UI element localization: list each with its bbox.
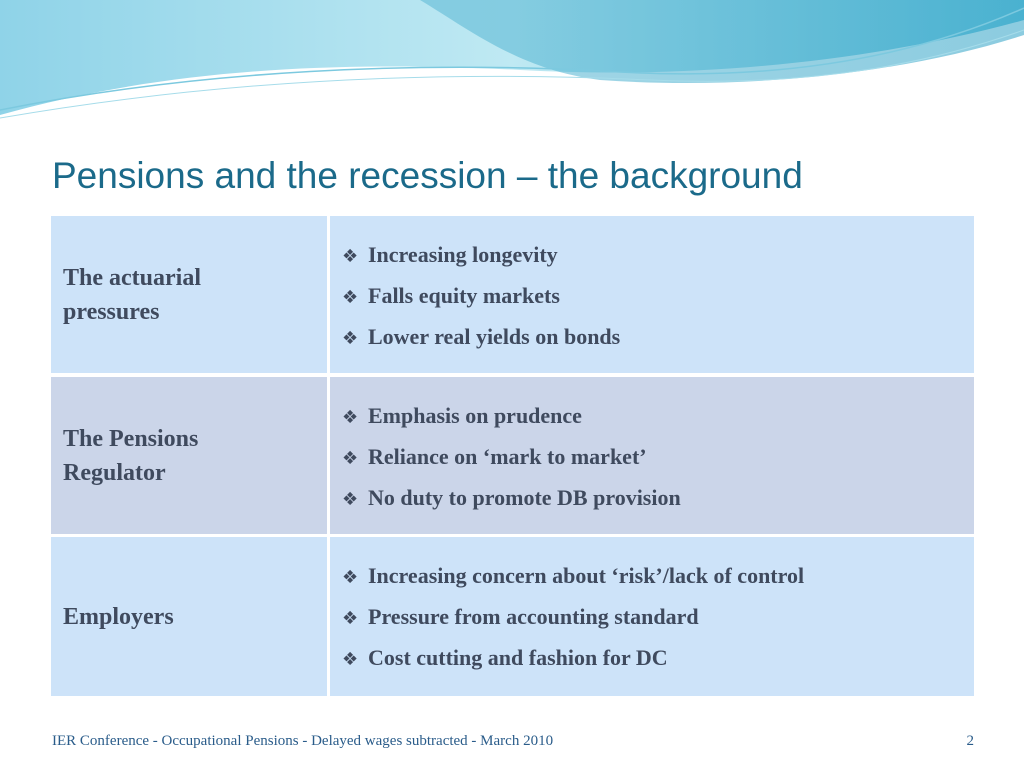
- row-items-cell: [330, 377, 974, 534]
- header-wave-decoration: [0, 0, 1024, 130]
- list-item-text: Cost cutting and fashion for DC: [368, 645, 668, 670]
- list-item-text: No duty to promote DB provision: [368, 485, 681, 510]
- list-item: [342, 283, 974, 311]
- diamond-bullet-icon: ❖: [342, 649, 359, 670]
- diamond-bullet-icon: ❖: [342, 328, 359, 349]
- diamond-bullet-icon: ❖: [342, 287, 359, 308]
- footer-text: IER Conference - Occupational Pensions - Delayed wages subtracted - March 2010: [52, 733, 554, 749]
- table-row: [51, 377, 974, 534]
- content-table: [51, 216, 974, 696]
- list-item-text: Lower real yields on bonds: [368, 324, 621, 349]
- table-row: [51, 537, 974, 696]
- list-item: [342, 242, 974, 270]
- row-label: The actuarial pressures: [63, 264, 201, 325]
- page-number: 2: [966, 733, 974, 749]
- row-label-cell: [51, 377, 327, 534]
- bullet-list: [342, 242, 974, 352]
- row-label-cell: [51, 537, 327, 696]
- slide-title: Pensions and the recession – the background: [52, 155, 803, 196]
- diamond-bullet-icon: ❖: [342, 489, 359, 510]
- table-row: [51, 216, 974, 373]
- list-item: [342, 563, 974, 591]
- list-item: [342, 485, 974, 513]
- diamond-bullet-icon: ❖: [342, 608, 359, 629]
- row-label: The Pensions Regulator: [63, 425, 199, 486]
- list-item: [342, 645, 974, 673]
- diamond-bullet-icon: ❖: [342, 567, 359, 588]
- diamond-bullet-icon: ❖: [342, 246, 359, 267]
- list-item-text: Falls equity markets: [368, 283, 560, 308]
- list-item-text: Emphasis on prudence: [368, 403, 582, 428]
- list-item: [342, 403, 974, 431]
- bullet-list: [342, 403, 974, 513]
- list-item-text: Increasing longevity: [368, 242, 558, 267]
- list-item: [342, 444, 974, 472]
- list-item: [342, 324, 974, 352]
- list-item-text: Increasing concern about ‘risk’/lack of control: [368, 563, 805, 588]
- list-item-text: Reliance on ‘mark to market’: [368, 444, 647, 469]
- bullet-list: [342, 563, 974, 673]
- row-items-cell: [330, 537, 974, 696]
- row-label: Employers: [63, 603, 174, 630]
- list-item: [342, 604, 974, 632]
- list-item-text: Pressure from accounting standard: [368, 604, 699, 629]
- row-items-cell: [330, 216, 974, 373]
- diamond-bullet-icon: ❖: [342, 448, 359, 469]
- row-label-cell: [51, 216, 327, 373]
- diamond-bullet-icon: ❖: [342, 407, 359, 428]
